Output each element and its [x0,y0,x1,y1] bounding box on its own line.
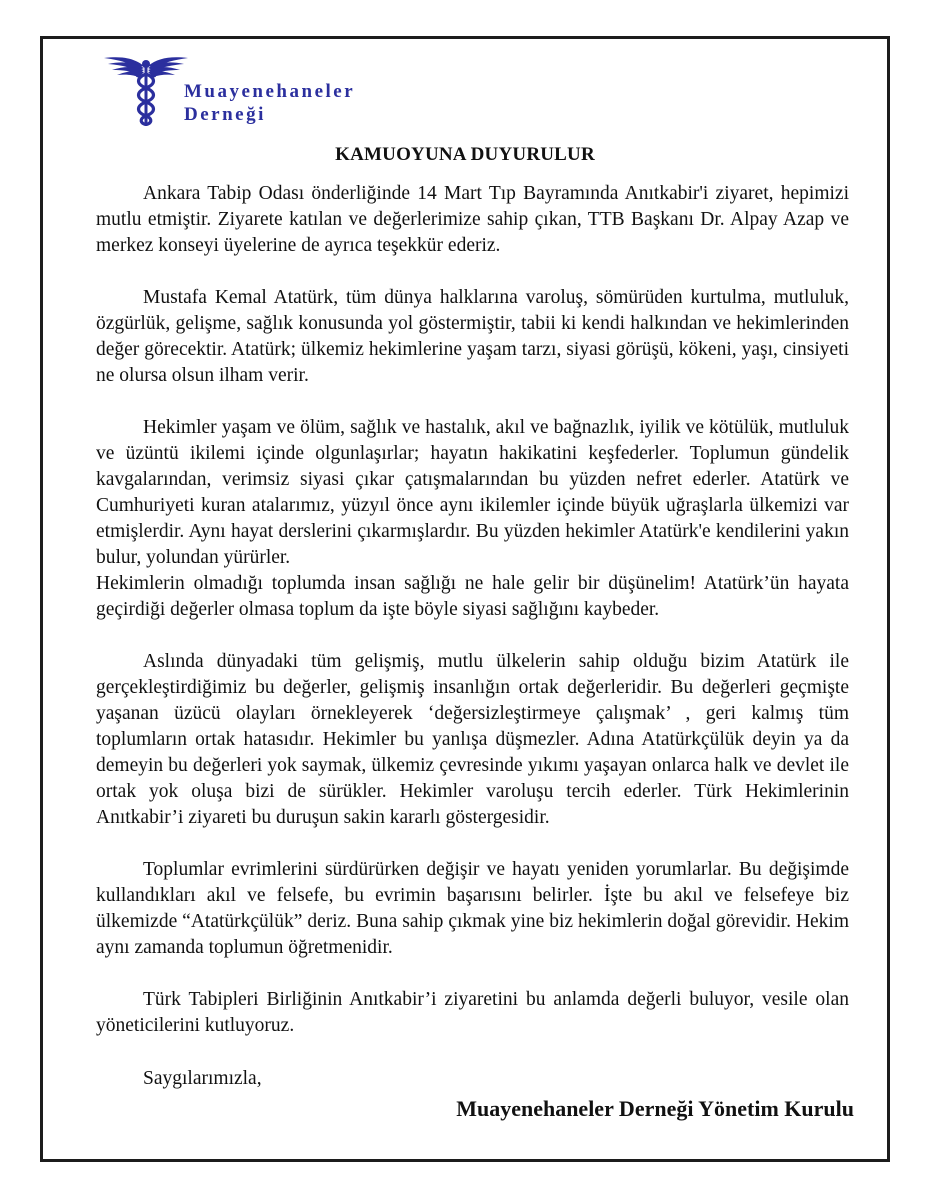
closing-salutation: Saygılarımızla, [143,1068,262,1089]
page-title: KAMUOYUNA DUYURULUR [335,144,595,165]
paragraph: Toplumlar evrimlerini sürdürürken değişir ve hayatı yeniden yorumlarlar. Bu değişimde kullandıkları akıl ve felsefe, bu evrimin başarısını belirler. İşte bu akıl ve felsefeye biz ülkemizde “Atatürkçülük” deriz. Buna sahip çıkmak yine biz hekimlerin doğal görevidir. Hekim aynı zamanda toplumun öğretmenidir. [96,859,849,958]
logo-text-line2: Derneği [184,104,266,125]
paragraph: Türk Tabipleri Birliğinin Anıtkabir’i ziyaretini bu anlamda değerli buluyor, vesile olan yöneticilerini kutluyoruz. [96,989,849,1036]
paragraph: Ankara Tabip Odası önderliğinde 14 Mart Tıp Bayramında Anıtkabir'i ziyaret, hepimizi mutlu etmiştir. Ziyarete katılan ve değerlerimize sahip çıkan, TTB Başkanı Dr. Alpay Azap ve merkez konseyi üyelerine de ayrıca teşekkür ederiz. [96,183,849,256]
paragraph: Aslında dünyadaki tüm gelişmiş, mutlu ülkelerin sahip olduğu bizim Atatürk ile gerçekleştirdiğimiz bu değerler, gelişmiş insanlığın ortak değerleridir. Bu değerleri geçmişte yaşanan üzücü olayları örnekleyerek ‘değersizleştirmeye çalışmak’ , geri kalmış tüm toplumların ortak hatasıdır. Hekimler bu yanlışa düşmezler. Adına Atatürkçülük deyin ya da demeyin bu değerleri yok saymak, ülkemiz çevresinde yıkımı yaşayan onlarca halk ve devlet ile ortak yok oluşa bizi de sürükler. Hekimler varoluşu tercih ederler. Türk Hekimlerinin Anıtkabir’i ziyareti bu duruşun sakin kararlı göstergesidir. [96,651,849,828]
caduceus-icon [104,48,188,130]
logo-text-line1: Muayenehaneler [184,81,356,102]
paragraph: Mustafa Kemal Atatürk, tüm dünya halklarına varoluş, sömürüden kurtulma, mutluluk, özgürlük, gelişme, sağlık konusunda yol göstermiştir, tabii ki kendi halkından ve hekimlerinden değer görecektir. Atatürk; ülkemiz hekimlerine yaşam tarzı, siyasi görüşü, kökeni, yaşı, cinsiyeti ne olursa olsun ilham verir. [96,287,849,386]
logo [104,48,356,138]
signature: Muayenehaneler Derneği Yönetim Kurulu [456,1096,854,1121]
paragraph: Hekimlerin olmadığı toplumda insan sağlığı ne hale gelir bir düşünelim! Atatürk’ün hayata geçirdiği değerler olmasa toplum da işte böyle siyasi sağlığını kaybeder. [96,573,849,620]
paragraph: Hekimler yaşam ve ölüm, sağlık ve hastalık, akıl ve bağnazlık, iyilik ve kötülük, mutluluk ve üzüntü ikilemi içinde olgunlaşırlar; hayatın hakikatini keşfederler. Toplumun gündelik kavgalarından, verimsiz siyasi çıkar çatışmalarından bu yüzden nefret ederler. Atatürk ve Cumhuriyeti kuran atalarımız, yüzyıl önce aynı ikilemler içinde büyük uğraşlarla ülkemizi var etmişlerdir. Aynı hayat derslerini çıkarmışlardır. Bu yüzden hekimler Atatürk'e kendilerini yakın bulur, yolundan yürürler. [96,417,849,568]
announcement-body [96,181,849,1065]
